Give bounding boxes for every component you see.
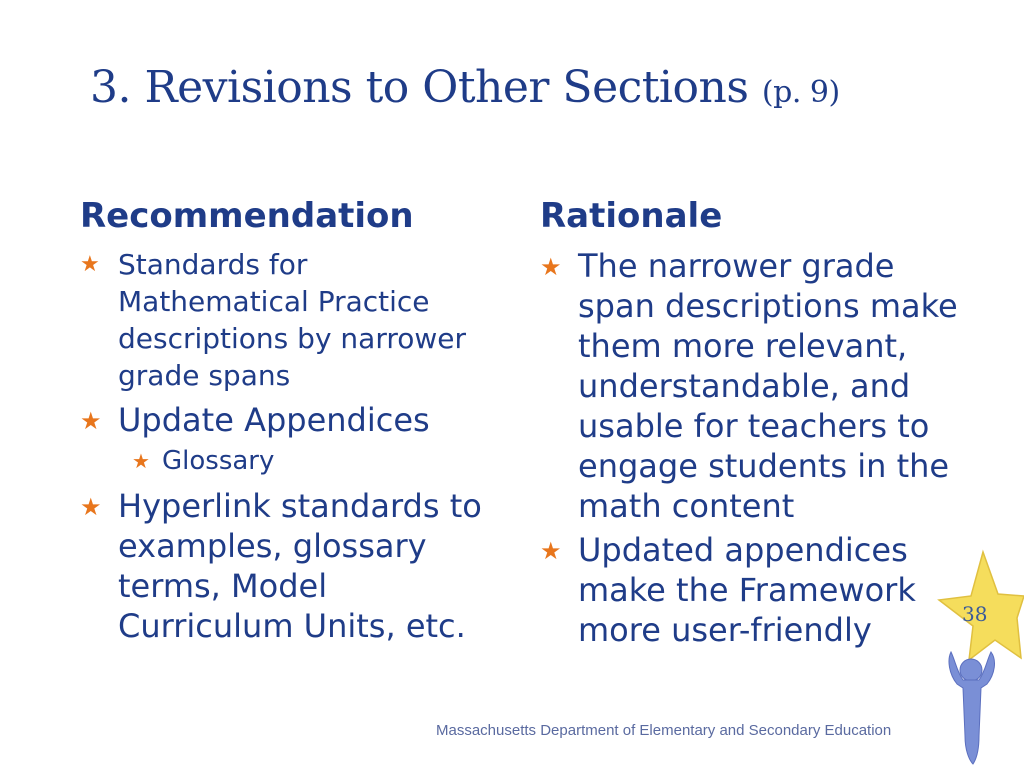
logo-figure bbox=[949, 652, 994, 764]
rationale-heading: Rationale bbox=[540, 196, 723, 236]
list-item bbox=[540, 246, 970, 526]
list-item-text: Hyperlink standards to examples, glossary terms, Model Curriculum Units, etc. bbox=[118, 487, 482, 645]
star-bullet-icon: ★ bbox=[80, 252, 100, 277]
title-page-reference: (p. 9) bbox=[761, 75, 840, 110]
page-number: 38 bbox=[962, 602, 988, 626]
star-bullet-icon: ★ bbox=[80, 493, 102, 521]
star-person-logo-icon bbox=[925, 548, 1024, 768]
recommendation-heading: Recommendation bbox=[80, 196, 414, 236]
list-item bbox=[80, 486, 500, 646]
list-item-text: The narrower grade span descriptions make them more relevant, understandable, and usable for teachers to engage students in the math content bbox=[578, 247, 958, 525]
list-item-text: Updated appendices make the Framework more user-friendly bbox=[578, 531, 916, 649]
star-bullet-icon: ★ bbox=[80, 407, 102, 435]
list-item-text: Update Appendices bbox=[118, 401, 430, 439]
rationale-column bbox=[540, 196, 970, 654]
title-main: 3. Revisions to Other Sections bbox=[90, 62, 749, 113]
recommendation-column bbox=[80, 196, 500, 650]
slide-title bbox=[90, 62, 840, 113]
star-bullet-icon: ★ bbox=[540, 253, 562, 281]
list-item bbox=[80, 246, 500, 394]
list-item-text: Standards for Mathematical Practice descriptions by narrower grade spans bbox=[118, 248, 467, 392]
list-item bbox=[540, 530, 970, 650]
list-item bbox=[80, 400, 500, 440]
footer-organization: Massachusetts Department of Elementary and Secondary Education bbox=[436, 722, 892, 739]
star-bullet-icon: ★ bbox=[540, 537, 562, 565]
sub-list-item bbox=[80, 444, 500, 478]
list-item-text: Glossary bbox=[162, 446, 275, 476]
recommendation-list bbox=[80, 246, 500, 646]
star-bullet-icon: ★ bbox=[132, 449, 150, 473]
rationale-list bbox=[540, 246, 970, 650]
